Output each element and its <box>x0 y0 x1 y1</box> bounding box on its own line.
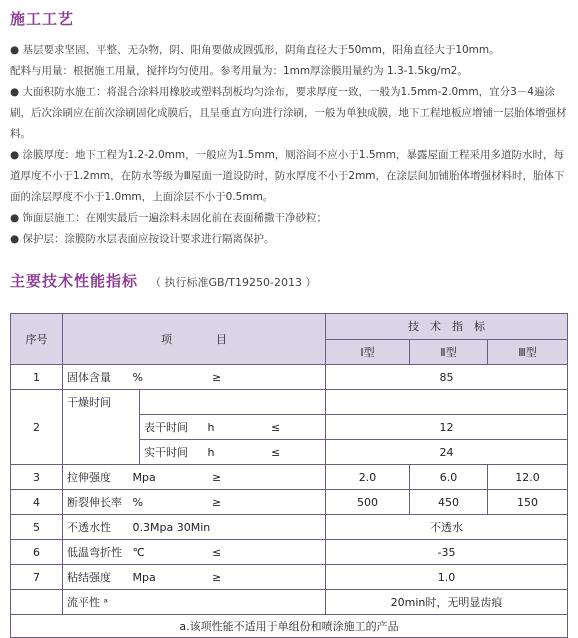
item-unit: Mpa <box>132 571 156 584</box>
row-value-type3: 150 <box>488 490 568 515</box>
sub-item-name: 表干时间 <box>144 421 188 434</box>
row-item <box>63 515 326 540</box>
sub-item-unit: h <box>207 421 215 434</box>
row-value-type3: 12.0 <box>488 465 568 490</box>
table-row-footnote <box>11 615 568 638</box>
table-row <box>11 515 568 540</box>
row-item: 流平性 ᵃ <box>63 590 326 615</box>
row-item: 干燥时间 <box>63 390 140 465</box>
row-item <box>63 365 326 390</box>
standard-subtitle: （ 执行标准GB/T19250-2013 ） <box>150 276 317 289</box>
paragraph-base: ● 基层要求坚固、平整、无杂物，阴、阳角要做成圆弧形，阴角直径大于50mm，阳角直径大于10mm。 <box>10 44 500 56</box>
table-row <box>11 565 568 590</box>
item-name: 不透水性 <box>67 521 111 534</box>
row-item <box>63 565 326 590</box>
row-seq: 7 <box>11 565 63 590</box>
row-item <box>63 490 326 515</box>
sub-item-symbol: ≤ <box>271 446 281 459</box>
sub-item-symbol: ≤ <box>271 421 281 434</box>
header-row-1 <box>11 314 568 340</box>
header-seq: 序号 <box>11 314 63 365</box>
header-item: 项 目 <box>63 314 326 365</box>
section-title-specs <box>10 270 316 291</box>
item-name: 拉伸强度 <box>67 471 111 484</box>
row-value: 不透水 <box>326 515 568 540</box>
row-seq: 5 <box>11 515 63 540</box>
item-name: 断裂伸长率 <box>67 496 122 509</box>
header-type2: Ⅱ型 <box>410 339 488 365</box>
table-row <box>11 540 568 565</box>
item-name: 低温弯折性 <box>67 546 122 559</box>
paragraph-large-area: ● 大面积防水施工：将混合涂料用橡胶或塑料刮板均匀涂布，要求厚度一致，一般为1.5mm-2.0mm，宜分3－4遍涂刷，后次涂刷应在前次涂刷固化成膜后，且呈垂直方向进行涂刷，一般为单独成膜，地下工程地板应增铺一层胎体增强材料。 <box>10 86 567 140</box>
footnote: a.该项性能不适用于单组份和喷涂施工的产品 <box>11 615 568 638</box>
spec-table <box>10 313 568 638</box>
row-sub-item <box>140 415 326 440</box>
row-seq <box>11 590 63 615</box>
row-seq: 2 <box>11 390 63 465</box>
item-symbol: ≥ <box>212 571 222 584</box>
paragraph-mixing: 配料与用量：根据施工用量，搅拌均匀使用。参考用量为：1mm厚涂膜用量约为 1.3-1.5kg/m2。 <box>10 65 468 77</box>
row-sub-blank <box>140 390 326 415</box>
row-sub-item <box>140 440 326 465</box>
row-value-type1: 2.0 <box>326 465 410 490</box>
header-type3: Ⅲ型 <box>488 339 568 365</box>
sub-item-name: 实干时间 <box>144 446 188 459</box>
row-value-type1: 500 <box>326 490 410 515</box>
item-unit: ℃ <box>132 546 145 559</box>
sub-item-unit: h <box>207 446 215 459</box>
table-row <box>11 590 568 615</box>
header-spec: 技 术 指 标 <box>326 314 568 340</box>
item-unit: % <box>132 371 143 384</box>
row-value: -35 <box>326 540 568 565</box>
item-symbol: ≤ <box>212 546 222 559</box>
row-seq: 4 <box>11 490 63 515</box>
row-item <box>63 465 326 490</box>
construction-paragraphs <box>10 40 570 250</box>
table-row <box>11 365 568 390</box>
row-seq: 6 <box>11 540 63 565</box>
header-type1: I型 <box>326 339 410 365</box>
item-name: 固体含量 <box>67 371 111 384</box>
item-symbol: ≥ <box>212 496 222 509</box>
row-value-blank <box>326 390 568 415</box>
item-unit: Mpa <box>132 471 156 484</box>
row-value: 24 <box>326 440 568 465</box>
table-row <box>11 390 568 415</box>
row-seq: 3 <box>11 465 63 490</box>
row-value: 85 <box>326 365 568 390</box>
row-value-type2: 450 <box>410 490 488 515</box>
table-row <box>11 490 568 515</box>
paragraph-finish: ● 饰面层施工：在刚实最后一遍涂料未固化前在表面稀撒干净砂粒； <box>10 212 327 224</box>
item-symbol: ≥ <box>212 471 222 484</box>
section-title-construction: 施工工艺 <box>10 10 75 28</box>
paragraph-thickness: ● 涂膜厚度：地下工程为1.2-2.0mm，一般应为1.5mm，厕浴间不应小于1.5mm，暴露屋面工程采用多道防水时，每道厚度不小于1.2mm，在防水等级为Ⅲ屋面一道设防时，防水厚度不小于2mm，在涂层间加铺胎体增强材料时，胎体下面的涂层厚度不小于1.0mm，上面涂层不小于0.5mm。 <box>10 149 565 203</box>
item-unit: 0.3Mpa 30Min <box>132 521 211 534</box>
row-value: 20min时，无明显齿痕 <box>326 590 568 615</box>
row-value-type2: 6.0 <box>410 465 488 490</box>
row-value: 12 <box>326 415 568 440</box>
paragraph-protection: ● 保护层：涂膜防水层表面应按设计要求进行隔离保护。 <box>10 233 275 245</box>
item-name: 粘结强度 <box>67 571 111 584</box>
item-unit: % <box>132 496 143 509</box>
row-seq: 1 <box>11 365 63 390</box>
table-row <box>11 465 568 490</box>
row-item <box>63 540 326 565</box>
specs-title-text: 主要技术性能指标 <box>10 272 139 290</box>
item-symbol: ≥ <box>212 371 222 384</box>
row-value: 1.0 <box>326 565 568 590</box>
